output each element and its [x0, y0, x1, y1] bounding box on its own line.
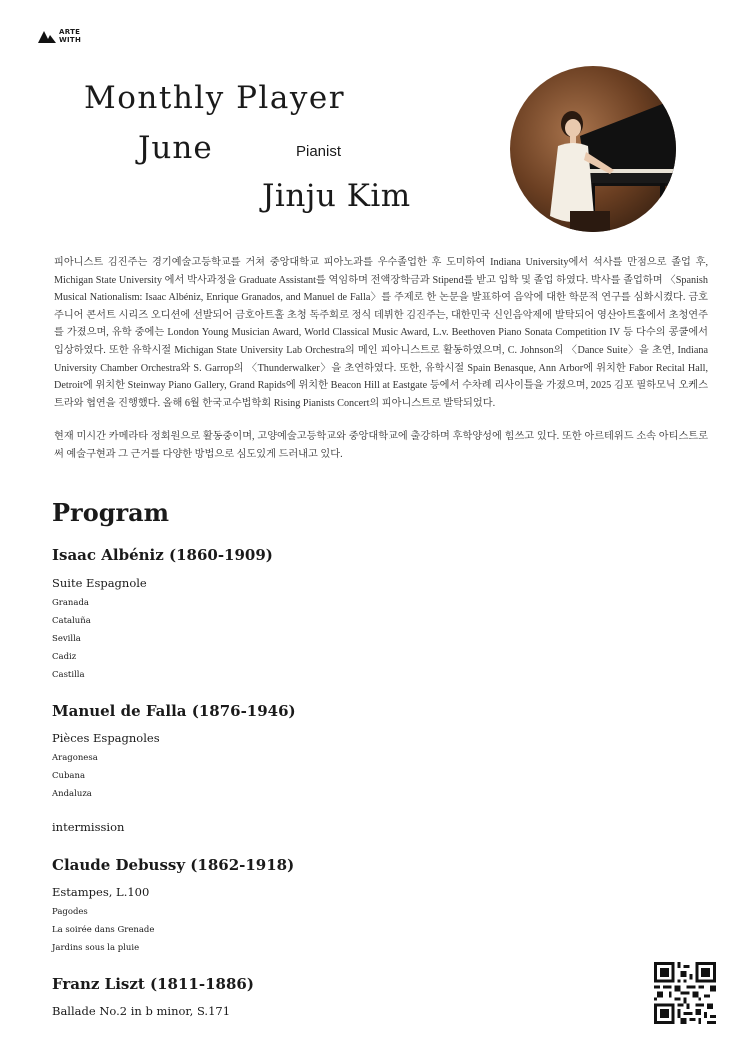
- hero-month: June: [138, 130, 213, 166]
- brand-wordmark: [59, 28, 81, 44]
- work-ballade: Ballade No.2 in b minor, S.171: [52, 1004, 231, 1018]
- work-estampes: Estampes, L.100: [52, 885, 150, 899]
- portrait-photo-icon: [510, 66, 676, 232]
- movement-item: Sevilla: [52, 634, 81, 644]
- movement-item: Granada: [52, 598, 89, 608]
- pianist-portrait: [510, 66, 676, 232]
- brand-line2: WITH: [59, 36, 82, 44]
- composer-albeniz: Isaac Albéniz (1860-1909): [52, 546, 273, 564]
- movement-item: Castilla: [52, 670, 85, 680]
- composer-falla: Manuel de Falla (1876-1946): [52, 702, 296, 720]
- hero-name: Jinju Kim: [262, 178, 411, 214]
- composer-liszt: Franz Liszt (1811-1886): [52, 975, 254, 993]
- movement-item: Aragonesa: [52, 753, 98, 763]
- movement-item: Cadiz: [52, 652, 77, 662]
- movement-item: Pagodes: [52, 907, 88, 917]
- work-pieces-espagnoles: Pièces Espagnoles: [52, 731, 160, 745]
- hero-role: Pianist: [296, 143, 342, 160]
- program-heading: Program: [52, 498, 170, 527]
- artewith-logo-icon: [38, 29, 56, 43]
- qr-code-icon[interactable]: [654, 962, 716, 1024]
- intermission-label: intermission: [52, 820, 125, 834]
- bio-paragraph-2: 현재 미시간 카메라타 정회원으로 활동중이며, 고양예술고등학교와 중앙대학교에 출강하며 후학양성에 힘쓰고 있다. 또한 아르테위드 소속 아티스트로써 예술구현과 그 근거를 다양한 방법으로 심도있게 드러내고 있다.: [54, 431, 708, 460]
- movement-item: La soirée dans Grenade: [52, 925, 155, 935]
- brand-line1: ARTE: [59, 28, 81, 36]
- brand-logo: [38, 28, 81, 44]
- hero-title: Monthly Player: [84, 80, 346, 116]
- movement-item: Andaluza: [52, 789, 92, 799]
- pianist-biography: [54, 254, 708, 480]
- composer-debussy: Claude Debussy (1862-1918): [52, 856, 295, 874]
- movement-item: Cataluña: [52, 616, 91, 626]
- movement-item: Cubana: [52, 771, 86, 781]
- work-suite-espagnole: Suite Espagnole: [52, 576, 147, 590]
- movement-item: Jardins sous la pluie: [52, 943, 140, 953]
- bio-paragraph-1: 피아니스트 김진주는 경기예술고등학교를 거쳐 중앙대학교 피아노과를 우수졸업한 후 도미하여 Indiana University에서 석사를 만점으로 졸업 후, Michigan State University 에서 박사과정을 Graduate Assistant를 역임하며 전액장학금과 Stipend를 받고 입학 및 졸업 하였다. 박사를 졸업하며 〈Spanish Musical Nationalism: Isaac Albéniz, Enrique Granados, and Manuel de Falla〉를 주제로 한 논문을 발표하여 음악에 대한 학문적 연구를 심화시켰다. 금호 주니어 콘서트 시리즈 오디션에 선발되어 금호아트홀 초청 독주회로 정식 데뷔한 김진주는, 대한민국 신인음악제에 발탁되어 영산아트홀에서 초청연주를 가졌으며, 유학 중에는 London Young Musician Award, World Classical Music Award, L.v. Beethoven Piano Sonata Competition IV 등 다수의 콩쿨에서 입상하였다. 또한 유학시절 Michigan State University Lab Orchestra의 메인 피아니스트로 활동하였으며, C. Johnson의 〈Dance Suite〉을 초연, Indiana University Chamber Orchestra와 S. Garrop의 〈Thunderwalker〉을 초연하였다. 또한, 유학시절 Spain Benasque, Ann Arbor에 위치한 Fabor Recital Hall, Detroit에 위치한 Steinway Piano Gallery, Grand Rapids에 위치한 Beacon Hill at Eastgate 등에서 수차례 리사이틀을 가졌으며, 2025 김포 필하모닉 오케스트라와 협연을 진행했다. 올해 6월 한국교수법학회 Rising Pianists Concert의 피아니스트로 발탁되었다.: [54, 257, 708, 409]
